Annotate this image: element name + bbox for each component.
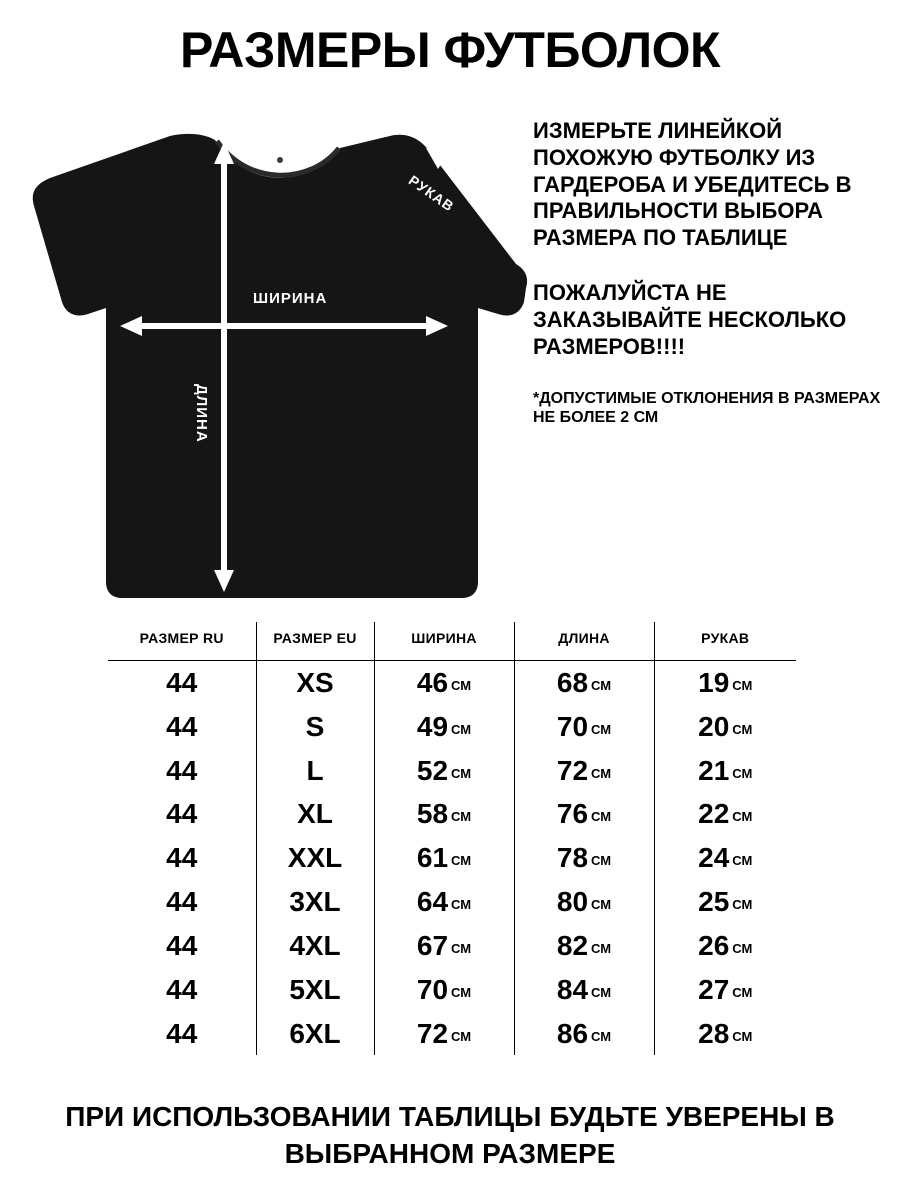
unit-label: СМ: [732, 897, 753, 913]
cell-ru: 44: [108, 749, 256, 793]
cell-sleeve: 21 СМ: [698, 754, 753, 786]
table-row: [108, 924, 796, 968]
table-body: [108, 661, 796, 1056]
unit-label: СМ: [732, 940, 753, 956]
tshirt-illustration: [10, 112, 530, 612]
size-table: [108, 622, 796, 1055]
table-row: [108, 968, 796, 1012]
table-row: [108, 836, 796, 880]
cell-sleeve: 28 СМ: [698, 1017, 753, 1049]
cell-width: 67 СМ: [374, 924, 514, 968]
unit-label: СМ: [591, 853, 612, 869]
cell-width: 52 СМ: [374, 749, 514, 793]
unit-label: СМ: [591, 809, 612, 825]
cell-length: 70 СМ: [514, 705, 654, 749]
cell-eu: L: [256, 749, 374, 793]
table-row: [108, 880, 796, 924]
size-table-container: [108, 622, 796, 1055]
cell-sleeve: 27 СМ: [698, 973, 753, 1005]
header-size-eu: РАЗМЕР EU: [256, 622, 374, 661]
cell-eu: S: [256, 705, 374, 749]
cell-length: 76 СМ: [514, 792, 654, 836]
cell-sleeve: 26 СМ: [698, 929, 753, 961]
unit-label: СМ: [732, 765, 753, 781]
table-row: [108, 661, 796, 705]
unit-label: СМ: [732, 678, 753, 693]
unit-label: СМ: [451, 1028, 472, 1044]
cell-eu: 3XL: [256, 880, 374, 924]
unit-label: СМ: [591, 721, 612, 737]
instruction-tolerance: *ДОПУСТИМЫЕ ОТКЛОНЕНИЯ В РАЗМЕРАХ НЕ БОЛЕЕ 2 СМ: [533, 389, 881, 427]
header-length: ДЛИНА: [514, 622, 654, 661]
unit-label: СМ: [451, 765, 472, 781]
table-header-row: [108, 622, 796, 661]
cell-sleeve: 19 СМ: [698, 667, 753, 698]
unit-label: СМ: [591, 897, 612, 913]
header-size-ru: РАЗМЕР RU: [108, 622, 256, 661]
cell-ru: 44: [108, 968, 256, 1012]
cell-ru: 44: [108, 705, 256, 749]
cell-ru: 44: [108, 924, 256, 968]
sleeve-label: РУКАВ: [405, 172, 458, 215]
unit-label: СМ: [732, 1028, 753, 1044]
cell-width: 49 СМ: [374, 705, 514, 749]
length-label: ДЛИНА: [193, 384, 210, 443]
cell-length: 84 СМ: [514, 968, 654, 1012]
table-row: [108, 749, 796, 793]
unit-label: СМ: [451, 853, 472, 869]
cell-sleeve: 25 СМ: [698, 886, 753, 918]
cell-eu: XXL: [256, 836, 374, 880]
instruction-measure: ИЗМЕРЬТЕ ЛИНЕЙКОЙ ПОХОЖУЮ ФУТБОЛКУ ИЗ ГАРДЕРОБА И УБЕДИТЕСЬ В ПРАВИЛЬНОСТИ ВЫБОРА РАЗМЕРА ПО ТАБЛИЦЕ: [533, 118, 852, 251]
unit-label: СМ: [591, 1028, 612, 1044]
unit-label: СМ: [591, 678, 612, 693]
footer-note: ПРИ ИСПОЛЬЗОВАНИИ ТАБЛИЦЫ БУДЬТЕ УВЕРЕНЫ В ВЫБРАННОМ РАЗМЕРЕ: [65, 1101, 835, 1169]
unit-label: СМ: [732, 984, 753, 1000]
cell-ru: 44: [108, 792, 256, 836]
cell-length: 82 СМ: [514, 924, 654, 968]
unit-label: СМ: [451, 721, 472, 737]
cell-ru: 44: [108, 1012, 256, 1056]
cell-width: 70 СМ: [374, 968, 514, 1012]
cell-ru: 44: [108, 836, 256, 880]
cell-length: 80 СМ: [514, 880, 654, 924]
header-width: ШИРИНА: [374, 622, 514, 661]
unit-label: СМ: [591, 984, 612, 1000]
unit-label: СМ: [451, 678, 472, 693]
cell-length: 68 СМ: [514, 661, 654, 705]
cell-ru: 44: [108, 661, 256, 705]
cell-eu: XL: [256, 792, 374, 836]
cell-sleeve: 24 СМ: [698, 842, 753, 874]
unit-label: СМ: [732, 721, 753, 737]
cell-eu: 4XL: [256, 924, 374, 968]
unit-label: СМ: [732, 853, 753, 869]
cell-eu: 6XL: [256, 1012, 374, 1056]
cell-eu: XS: [256, 661, 374, 705]
unit-label: СМ: [451, 897, 472, 913]
width-label: ШИРИНА: [253, 290, 328, 307]
unit-label: СМ: [451, 940, 472, 956]
unit-label: СМ: [591, 940, 612, 956]
cell-width: 58 СМ: [374, 792, 514, 836]
cell-length: 72 СМ: [514, 749, 654, 793]
page-title: РАЗМЕРЫ ФУТБОЛОК: [179, 22, 721, 78]
table-row: [108, 792, 796, 836]
cell-sleeve: 20 СМ: [698, 710, 753, 742]
instructions: [533, 118, 893, 428]
unit-label: СМ: [451, 809, 472, 825]
cell-ru: 44: [108, 880, 256, 924]
cell-width: 61 СМ: [374, 836, 514, 880]
unit-label: СМ: [451, 984, 472, 1000]
table-row: [108, 1012, 796, 1056]
cell-length: 78 СМ: [514, 836, 654, 880]
unit-label: СМ: [591, 765, 612, 781]
cell-width: 72 СМ: [374, 1012, 514, 1056]
cell-width: 46 СМ: [374, 661, 514, 705]
cell-eu: 5XL: [256, 968, 374, 1012]
instruction-no-multi: ПОЖАЛУЙСТА НЕ ЗАКАЗЫВАЙТЕ НЕСКОЛЬКО РАЗМЕРОВ!!!!: [533, 280, 847, 359]
unit-label: СМ: [732, 809, 753, 825]
header-sleeve: РУКАВ: [654, 622, 796, 661]
cell-sleeve: 22 СМ: [698, 798, 753, 830]
tshirt-shape-icon: [10, 112, 530, 612]
cell-length: 86 СМ: [514, 1012, 654, 1056]
table-row: [108, 705, 796, 749]
cell-width: 64 СМ: [374, 880, 514, 924]
